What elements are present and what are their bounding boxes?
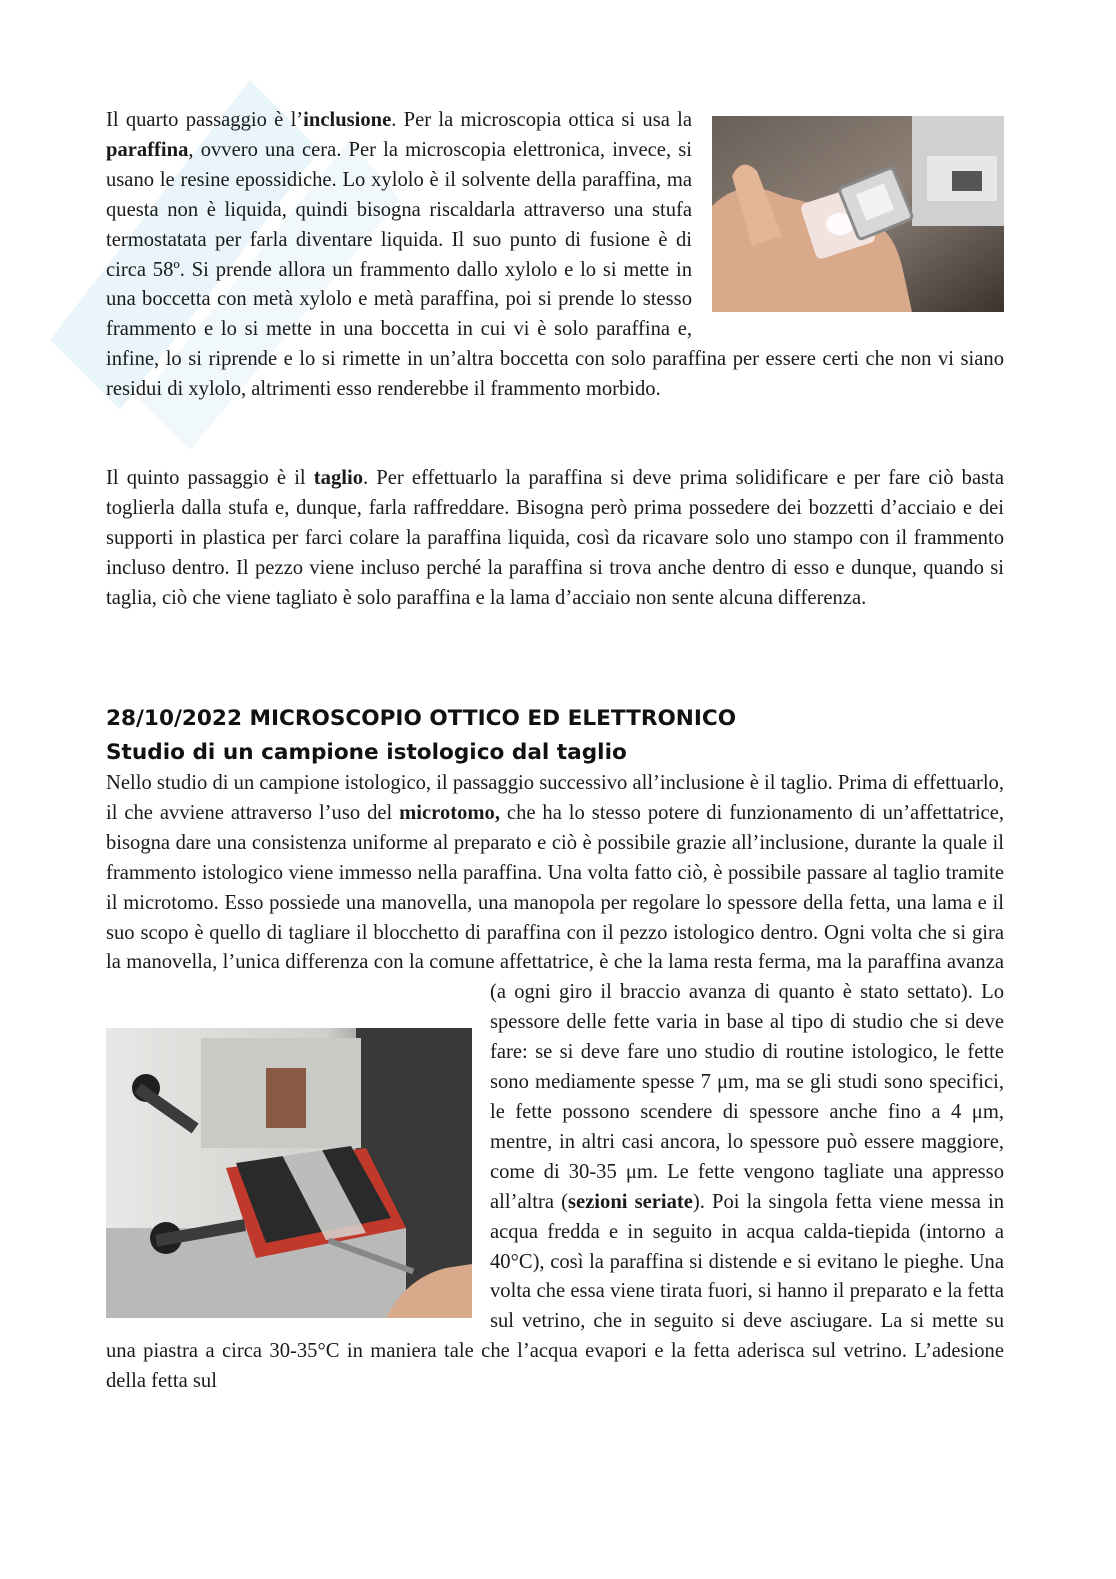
paraffin-cassette-photo <box>712 116 1004 312</box>
microtome-photo <box>106 1028 472 1318</box>
section-subheading: Studio di un campione istologico dal taglio <box>106 740 627 765</box>
paragraph-microtomo-part-a: che ha lo stesso potere di funzionamento di un’affettatrice, bisogna dare una consistenza uniforme al preparato e ciò è possibile grazie all’inclusione, durante la quale il frammento istologico viene immesso nella paraffina. Una volta fatto ciò, è possibile passare al taglio tramite il microtomo. Esso possiede una manovella, una manopola per regolare lo spessore della fetta, una lama e il suo scopo è quello di tagliare il blocchetto di paraffina con il pezzo istologico dentro. Ogni volta che si gira la manovella, l’unica differenza con la comune affettatrice, è che la lama resta ferma, ma la paraffina avanza (a ogni giro il braccio avanza di quanto è stato settato). Lo spessore delle fette varia in base al tipo di studio che si deve fare: se si deve fare uno studio di routine istologico, le fette sono mediamente spesse 7 μm, ma se gli studi sono specifici, le fette possono scendere di spessore anche fino a 4 μm, mentre, in altri casi ancora, lo spessore può essere maggiore, come di 30-35 μm. Le fette vengono tagliate una appresso all’altra ( <box>106 801 1004 1213</box>
paragraph-taglio: Il quinto passaggio è il taglio. Per effettuarlo la paraffina si deve prima solidificare e per fare ciò basta toglierla dalla stufa e, dunque, farla raffreddare. Bisogna però prima possedere dei bozzetti d’acciaio e dei supporti in plastica per farci colare la paraffina liquida, così da ricavare solo uno stampo con il frammento incluso dentro. Il pezzo viene incluso perché la paraffina si trova anche dentro di esso e dunque, quando si taglia, ciò che viene tagliato è solo paraffina e la lama d’acciaio non sente alcuna differenza. <box>106 467 1004 609</box>
paragraph-inclusione: Il quarto passaggio è l’inclusione. Per la microscopia ottica si usa la paraffina, ovvero una cera. Per la microscopia elettronica, invece, si usano le resine epossidiche. Lo xylolo è il solvente della paraffina, ma questa non è liquida, quindi bisogna riscaldarla attraverso una stufa termostatata per farla diventare liquida. Il suo punto di fusione è di circa 58º. Si prende allora un frammento dallo xylolo e lo si mette in una boccetta con metà xylolo e metà paraffina, poi si prende lo stesso frammento e lo si mette in una boccetta in cui vi è solo paraffina e, infine, lo si riprende e lo si rimette in un’altra boccetta con solo paraffina per essere certi che non vi siano residui di xylolo, altrimenti esso renderebbe il frammento morbido. <box>106 109 1004 401</box>
paragraph-microtomo: Nello studio di un campione istologico, il passaggio successivo all’inclusione è il taglio. Prima di effettuarlo, il che avviene attraverso l’uso del microtomo, che ha lo stesso potere di funzionamento di un’affettatrice, bisogna dare una consistenza uniforme al preparato e ciò è possibile grazie all’inclusione, durante la quale il frammento istologico viene immesso nella paraffina. Una volta fatto ciò, è possibile passare al taglio tramite il microtomo. Esso possiede una manovella, una manopola per regolare lo spessore della fetta, una lama e il suo scopo è quello di tagliare il blocchetto di paraffina con il pezzo istologico dentro. Ogni volta che si gira la manovella, l’unica differenza con la comune affettatrice, è che la lama resta ferma, ma la paraffina avanza (a ogni giro il braccio avanza di quanto è stato settato). Lo spessore delle fette varia in base al tipo di studio che si deve fare: se si deve fare uno studio di routine istologico, le fette sono mediamente spesse 7 μm, ma se gli studi sono specifici, le fette possono scendere di spessore anche fino a 4 μm, mentre, in altri casi ancora, lo spessore può essere maggiore, come di 30-35 μm. Le fette vengono tagliate una appresso all’altra (sezioni seriate). Poi la singola fetta viene messa in acqua fredda e in seguito in acqua calda-tiepida (intorno a 40°C), così la paraffina si distende e si evitano le pieghe. Una volta che essa viene tirata fuori, si hanno il preparato e la fetta sul vetrino, che in seguito si deve asciugare. La si mette su una piastra a circa 30-35°C in maniera tale che l’acqua evapori e la fetta aderisca sul vetrino. L’adesione della fetta sul <box>106 772 1004 1393</box>
section-heading: 28/10/2022 MICROSCOPIO OTTICO ED ELETTRONICO <box>106 706 737 731</box>
